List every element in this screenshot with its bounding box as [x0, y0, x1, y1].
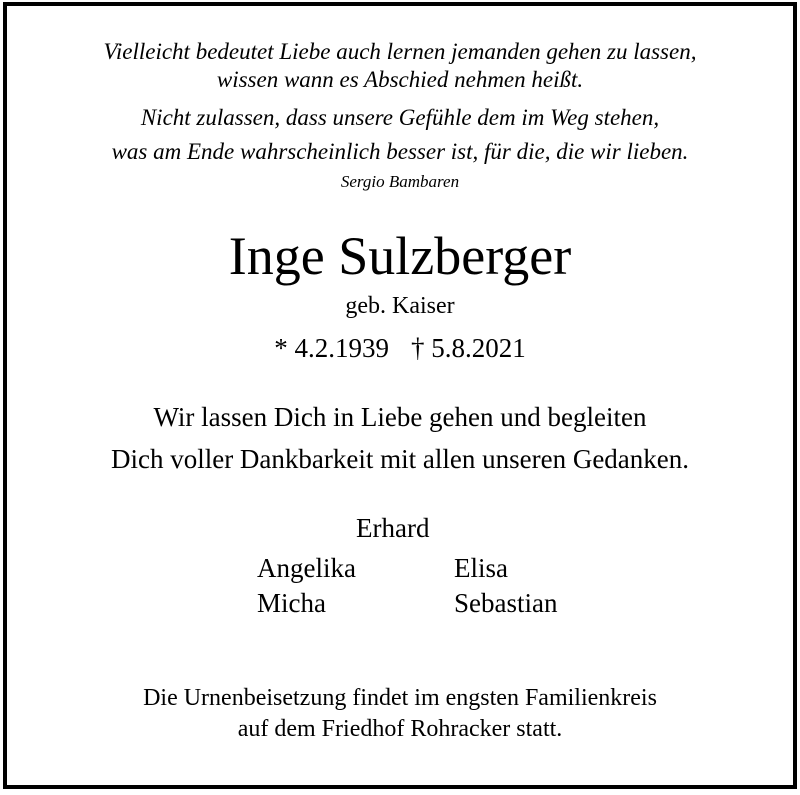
death-date: † 5.8.2021 — [411, 333, 526, 363]
quote-author: Sergio Bambaren — [340, 172, 460, 191]
closing-line-1: Die Urnenbeisetzung findet im engsten Familienkreis — [143, 685, 657, 711]
mourner-right-1: Elisa — [454, 553, 508, 583]
message-line-2: Dich voller Dankbarkeit mit allen unseren Gedanken. — [110, 444, 690, 474]
quote-line-4: was am Ende wahrscheinlich besser ist, für die, die wir lieben. — [111, 139, 689, 164]
closing-line-2: auf dem Friedhof Rohracker statt. — [237, 716, 563, 742]
message-line-1: Wir lassen Dich in Liebe gehen und begleiten — [153, 402, 647, 432]
deceased-name: Inge Sulzberger — [228, 226, 572, 286]
mourner-head: Erhard — [356, 513, 430, 543]
quote-line-2: wissen wann es Abschied nehmen heißt. — [216, 67, 584, 92]
birth-date: * 4.2.1939 — [274, 333, 389, 363]
mourner-right-2: Sebastian — [454, 588, 558, 618]
quote-line-1: Vielleicht bedeutet Liebe auch lernen jemanden gehen zu lassen, — [103, 39, 697, 64]
life-dates — [0, 332, 800, 364]
mourner-left-1: Angelika — [257, 553, 356, 583]
quote-line-3: Nicht zulassen, dass unsere Gefühle dem im Weg stehen, — [140, 105, 660, 130]
maiden-name: geb. Kaiser — [345, 293, 455, 319]
mourner-left-2: Micha — [257, 588, 326, 618]
